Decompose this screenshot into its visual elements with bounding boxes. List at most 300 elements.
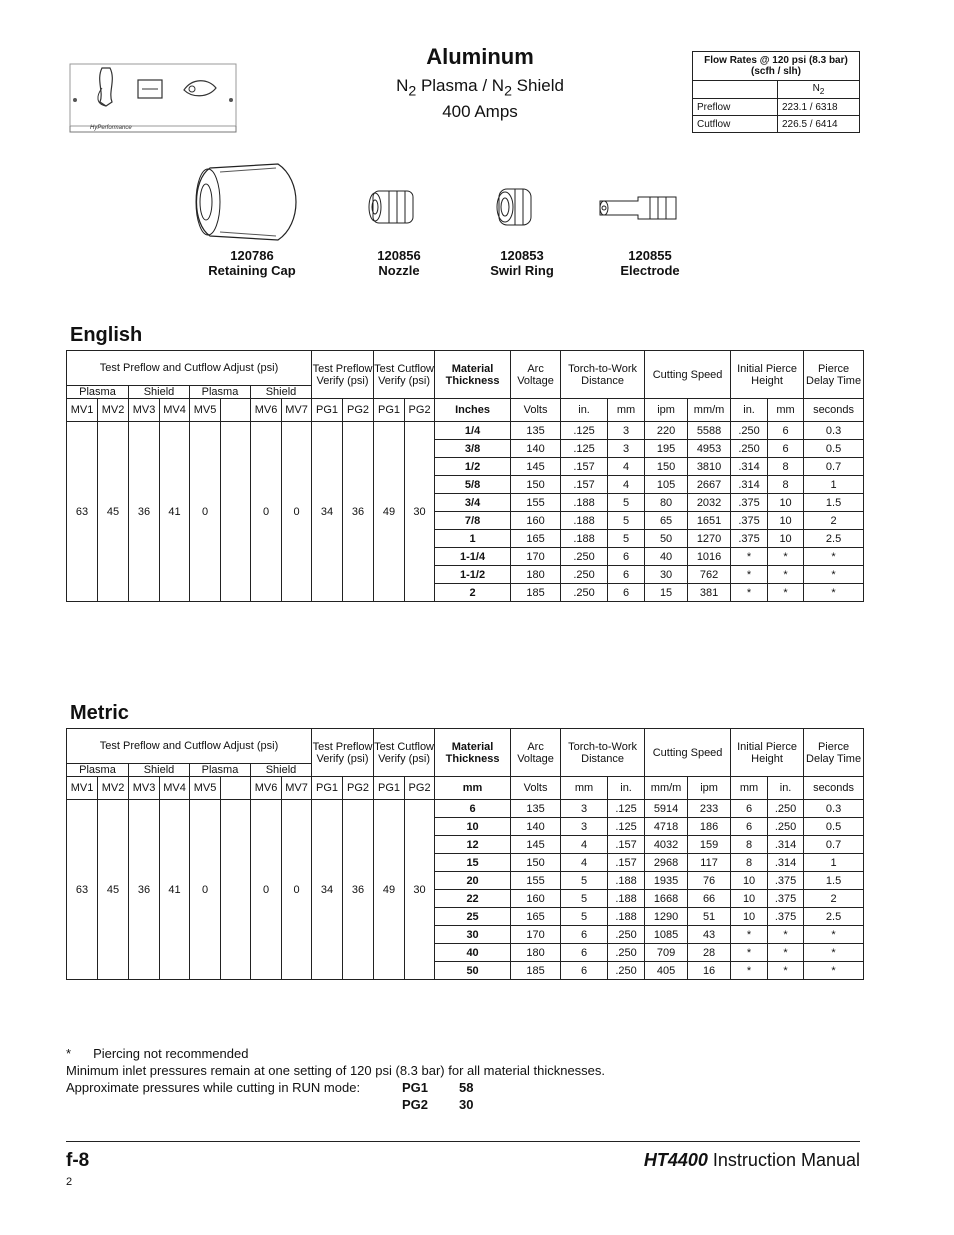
header-valve [221,399,251,422]
cut-value: .375 [731,494,768,512]
setting-value: 34 [312,422,343,602]
cut-value: 8 [768,458,804,476]
cut-value: 10 [768,494,804,512]
cut-value: 8 [731,836,768,854]
thickness-value: 40 [435,944,511,962]
cut-value: 150 [511,854,561,872]
cut-value: 180 [511,944,561,962]
thickness-value: 30 [435,926,511,944]
header-unit-pierce1: in. [731,399,768,422]
header-valve: MV5 [190,399,221,422]
cut-value: 5 [561,872,608,890]
header-initial-pierce: Initial Pierce Height [731,351,804,399]
setting-value: 0 [251,800,282,980]
cut-value: 6 [768,422,804,440]
thickness-value: 10 [435,818,511,836]
header-pierce-delay: Pierce Delay Time [804,351,864,399]
flow-value: 226.5 / 6414 [778,116,860,133]
header-unit-dist1: in. [561,399,608,422]
cut-value: .250 [608,926,645,944]
setting-value: 41 [160,800,190,980]
setting-value: 45 [98,800,129,980]
table-row [67,800,864,818]
cut-value: 709 [645,944,688,962]
cut-value: 66 [688,890,731,908]
cut-value: .375 [768,872,804,890]
setting-value: 34 [312,800,343,980]
cut-value: 10 [731,890,768,908]
cut-value: 8 [731,854,768,872]
cut-value: 6 [731,800,768,818]
cut-value: 10 [731,872,768,890]
cut-value: * [804,584,864,602]
cut-value: 4953 [688,440,731,458]
cut-value: 145 [511,836,561,854]
header-test-adjust: Test Preflow and Cutflow Adjust (psi) [67,729,312,764]
cut-value: 180 [511,566,561,584]
cut-value: * [731,944,768,962]
thickness-value: 1/4 [435,422,511,440]
cut-value: 2032 [688,494,731,512]
cut-value: .188 [561,494,608,512]
cut-value: * [768,962,804,980]
cut-value: 135 [511,422,561,440]
cut-value: 1 [804,854,864,872]
setting-value: 63 [67,422,98,602]
header-gauge: PG1 [374,399,405,422]
cut-value: .125 [561,440,608,458]
cut-value: 6 [608,584,645,602]
header-torch-to-work: Torch-to-Work Distance [561,351,645,399]
cut-value: 0.3 [804,422,864,440]
cut-value: * [804,548,864,566]
cut-value: 43 [688,926,731,944]
cut-value: .375 [768,890,804,908]
pg1-label: PG1 [402,1080,429,1095]
cut-value: 76 [688,872,731,890]
table-row [67,422,864,440]
setting-value: 0 [190,422,221,602]
header-unit-thickness: Inches [435,399,511,422]
header-shield: Shield [251,764,312,777]
cut-value: 6 [608,548,645,566]
cut-value: 5 [608,494,645,512]
cut-value: * [804,566,864,584]
cut-value: .125 [608,800,645,818]
flow-label: Cutflow [693,116,778,133]
cut-value: .157 [561,458,608,476]
cut-value: 1270 [688,530,731,548]
cut-value: .250 [768,818,804,836]
cut-value: 10 [731,908,768,926]
cut-value: .375 [768,908,804,926]
header-unit-dist1: mm [561,777,608,800]
cut-value: 5 [608,512,645,530]
metric-cut-chart [66,728,864,980]
thickness-value: 25 [435,908,511,926]
cut-value: 1.5 [804,494,864,512]
setting-value: 36 [129,800,160,980]
setting-value: 36 [343,422,374,602]
cut-value: .157 [561,476,608,494]
cut-value: 150 [511,476,561,494]
cut-value: 2968 [645,854,688,872]
thickness-value: 7/8 [435,512,511,530]
header-valve: MV2 [98,777,129,800]
header-cutting-speed: Cutting Speed [645,729,731,777]
header-unit-volts: Volts [511,777,561,800]
flow-rates-title: Flow Rates @ 120 psi (8.3 bar) (scfh / slh) [693,52,860,81]
header-test-cutflow: Test Cutflow Verify (psi) [374,351,435,399]
thickness-value: 1-1/4 [435,548,511,566]
setting-value: 45 [98,422,129,602]
cut-value: 2.5 [804,908,864,926]
cut-value: 5914 [645,800,688,818]
cut-value: * [731,926,768,944]
header-valve: MV7 [282,777,312,800]
flow-rates-table [692,51,860,133]
cut-value: .250 [561,548,608,566]
flow-value: 223.1 / 6318 [778,99,860,116]
header-unit-pierce2: mm [768,399,804,422]
cut-value: 1935 [645,872,688,890]
header-material-thickness: Material Thickness [435,729,511,777]
thickness-value: 20 [435,872,511,890]
setting-value: 36 [343,800,374,980]
part-retaining-cap: 120786 Retaining Cap [208,248,296,278]
setting-value: 41 [160,422,190,602]
note-piercing: * Piercing not recommended [66,1046,249,1061]
cut-value: 2.5 [804,530,864,548]
torch-logo: HyPerformance [90,125,132,131]
cut-value: .157 [608,836,645,854]
cut-value: 8 [768,476,804,494]
cut-value: * [768,944,804,962]
cut-value: .188 [561,512,608,530]
header-unit-speed1: mm/m [645,777,688,800]
header-test-cutflow: Test Cutflow Verify (psi) [374,729,435,777]
cut-value: 6 [768,440,804,458]
header-pierce-delay: Pierce Delay Time [804,729,864,777]
electrode-image [598,193,680,223]
cut-value: * [804,944,864,962]
cut-value: * [804,962,864,980]
header-unit-speed1: ipm [645,399,688,422]
swirl-ring-image [493,185,537,229]
header-cutting-speed: Cutting Speed [645,351,731,399]
cut-value: .314 [768,836,804,854]
cut-value: 15 [645,584,688,602]
cut-value: 170 [511,548,561,566]
header-valve: MV2 [98,399,129,422]
cut-value: .250 [768,800,804,818]
cut-value: .125 [608,818,645,836]
setting-value [221,422,251,602]
setting-value: 49 [374,800,405,980]
cut-value: 4 [608,458,645,476]
thickness-value: 6 [435,800,511,818]
note-inlet-pressure: Minimum inlet pressures remain at one setting of 120 psi (8.3 bar) for all material thicknesses. [66,1063,606,1078]
cut-value: 16 [688,962,731,980]
cut-value: 10 [768,530,804,548]
cut-value: .188 [561,530,608,548]
header-torch-to-work: Torch-to-Work Distance [561,729,645,777]
header-arc-voltage: Arc Voltage [511,351,561,399]
header-gauge: PG2 [343,777,374,800]
cut-value: 185 [511,962,561,980]
cut-value: 4718 [645,818,688,836]
thickness-value: 1-1/2 [435,566,511,584]
cut-value: 405 [645,962,688,980]
cut-value: 4 [608,476,645,494]
cut-value: 5 [561,908,608,926]
setting-value: 49 [374,422,405,602]
header-unit-pierce2: in. [768,777,804,800]
cut-value: 3 [561,818,608,836]
thickness-value: 5/8 [435,476,511,494]
setting-value: 36 [129,422,160,602]
setting-value: 63 [67,800,98,980]
part-swirl-ring: 120853 Swirl Ring [490,248,554,278]
header-test-preflow: Test Preflow Verify (psi) [312,351,374,399]
cut-value: 140 [511,440,561,458]
cut-value: 150 [645,458,688,476]
cut-value: 50 [645,530,688,548]
header-gauge: PG2 [343,399,374,422]
cut-value: 170 [511,926,561,944]
header-valve: MV6 [251,399,282,422]
cut-value: 28 [688,944,731,962]
metric-section-title: Metric [70,702,129,724]
cut-value: 1651 [688,512,731,530]
cut-value: 0.5 [804,440,864,458]
cut-value: 40 [645,548,688,566]
cut-value: 4 [561,836,608,854]
header-gauge: PG2 [405,399,435,422]
cut-value: 4 [561,854,608,872]
cut-value: .188 [608,908,645,926]
cut-value: 160 [511,890,561,908]
pg1-value: 58 [459,1080,474,1095]
cut-value: 3 [608,440,645,458]
setting-value: 0 [282,422,312,602]
english-section-title: English [70,324,143,346]
cut-value: .188 [608,872,645,890]
header-plasma: Plasma [190,764,251,777]
pg2-label: PG2 [402,1097,429,1112]
header-shield: Shield [129,764,190,777]
cut-value: 195 [645,440,688,458]
header-valve: MV4 [160,777,190,800]
cut-value: 2 [804,890,864,908]
cut-value: .250 [561,584,608,602]
thickness-value: 3/4 [435,494,511,512]
cut-value: .250 [608,962,645,980]
thickness-value: 1/2 [435,458,511,476]
header-arc-voltage: Arc Voltage [511,729,561,777]
cut-value: 6 [561,944,608,962]
cut-value: 80 [645,494,688,512]
header-gauge: PG2 [405,777,435,800]
cut-value: 10 [768,512,804,530]
cut-value: .250 [608,944,645,962]
cut-value: 0.7 [804,458,864,476]
cut-value: 2 [804,512,864,530]
thickness-value: 15 [435,854,511,872]
cut-value: 165 [511,530,561,548]
header-unit-dist2: in. [608,777,645,800]
header-test-preflow: Test Preflow Verify (psi) [312,729,374,777]
cut-value: 5 [561,890,608,908]
header-plasma: Plasma [190,386,251,399]
header-valve: MV6 [251,777,282,800]
header-valve [221,777,251,800]
cut-value: 145 [511,458,561,476]
cut-value: 5 [608,530,645,548]
cut-value: 0.7 [804,836,864,854]
header-unit-speed2: ipm [688,777,731,800]
cut-value: .250 [561,566,608,584]
flow-label: Preflow [693,99,778,116]
amperage-subtitle: 400 Amps [442,102,518,121]
cut-value: 140 [511,818,561,836]
cut-value: 135 [511,800,561,818]
cut-value: 3 [608,422,645,440]
header-unit-dist2: mm [608,399,645,422]
section-number: f-8 [66,1150,90,1171]
header-plasma: Plasma [67,386,129,399]
cut-value: 762 [688,566,731,584]
cut-value: 5588 [688,422,731,440]
setting-value [221,800,251,980]
header-valve: MV1 [67,777,98,800]
thickness-value: 1 [435,530,511,548]
header-unit-speed2: mm/m [688,399,731,422]
header-gauge: PG1 [312,399,343,422]
cut-value: 117 [688,854,731,872]
setting-value: 30 [405,800,435,980]
cut-value: .250 [731,440,768,458]
cut-value: 6 [608,566,645,584]
cut-value: 30 [645,566,688,584]
cut-value: 155 [511,494,561,512]
cut-value: 159 [688,836,731,854]
cut-value: 160 [511,512,561,530]
cut-value: 1290 [645,908,688,926]
cut-value: * [731,584,768,602]
cut-value: 3 [561,800,608,818]
header-plasma: Plasma [67,764,129,777]
cut-value: 1016 [688,548,731,566]
cut-value: * [768,548,804,566]
cut-value: * [731,962,768,980]
english-cut-chart [66,350,864,602]
header-valve: MV1 [67,399,98,422]
header-shield: Shield [129,386,190,399]
thickness-value: 50 [435,962,511,980]
cut-value: 185 [511,584,561,602]
cut-value: 233 [688,800,731,818]
cut-value: 165 [511,908,561,926]
header-shield: Shield [251,386,312,399]
header-test-adjust: Test Preflow and Cutflow Adjust (psi) [67,351,312,386]
cut-value: 220 [645,422,688,440]
cut-value: .314 [731,458,768,476]
cut-value: 0.3 [804,800,864,818]
flow-gas: $N_2$ [778,81,860,99]
header-gauge: PG1 [374,777,405,800]
cut-value: 155 [511,872,561,890]
cut-value: 6 [561,962,608,980]
thickness-value: 12 [435,836,511,854]
setting-value: 0 [282,800,312,980]
cut-value: 105 [645,476,688,494]
cut-value: 1085 [645,926,688,944]
cut-value: .157 [608,854,645,872]
nozzle-image [365,185,417,229]
cut-value: 51 [688,908,731,926]
header-unit-thickness: mm [435,777,511,800]
setting-value: 0 [251,422,282,602]
setting-value: 30 [405,422,435,602]
page-number: 2 [66,1176,73,1188]
header-valve: MV3 [129,399,160,422]
cut-value: 1668 [645,890,688,908]
cut-value: * [768,926,804,944]
header-unit-volts: Volts [511,399,561,422]
gas-subtitle: $N_2$ Plasma / $N_2$ Shield [396,76,564,100]
header-initial-pierce: Initial Pierce Height [731,729,804,777]
pg2-value: 30 [459,1097,474,1112]
header-gauge: PG1 [312,777,343,800]
setting-value: 0 [190,800,221,980]
thickness-value: 3/8 [435,440,511,458]
header-valve: MV3 [129,777,160,800]
cut-value: 4032 [645,836,688,854]
cut-value: .314 [768,854,804,872]
part-electrode: 120855 Electrode [620,248,680,278]
header-valve: MV5 [190,777,221,800]
cut-value: 0.5 [804,818,864,836]
torch-diagram [66,58,242,138]
cut-value: 186 [688,818,731,836]
thickness-value: 2 [435,584,511,602]
header-valve: MV7 [282,399,312,422]
header-unit-seconds: seconds [804,399,864,422]
cut-value: * [731,548,768,566]
footer-rule [66,1141,860,1142]
cut-value: 381 [688,584,731,602]
cut-value: .375 [731,512,768,530]
cut-value: 6 [561,926,608,944]
cut-value: .125 [561,422,608,440]
retaining-cap-image [190,162,302,242]
header-material-thickness: Material Thickness [435,351,511,399]
cut-value: .314 [731,476,768,494]
cut-value: * [804,926,864,944]
part-nozzle: 120856 Nozzle [377,248,421,278]
header-unit-pierce1: mm [731,777,768,800]
cut-value: 3810 [688,458,731,476]
header-unit-seconds: seconds [804,777,864,800]
cut-value: * [731,566,768,584]
cut-value: 2667 [688,476,731,494]
thickness-value: 22 [435,890,511,908]
manual-title: HT4400 Instruction Manual [643,1150,860,1170]
cut-value: * [768,584,804,602]
cut-value: 1.5 [804,872,864,890]
note-run-mode: Approximate pressures while cutting in RUN mode: [66,1080,361,1095]
